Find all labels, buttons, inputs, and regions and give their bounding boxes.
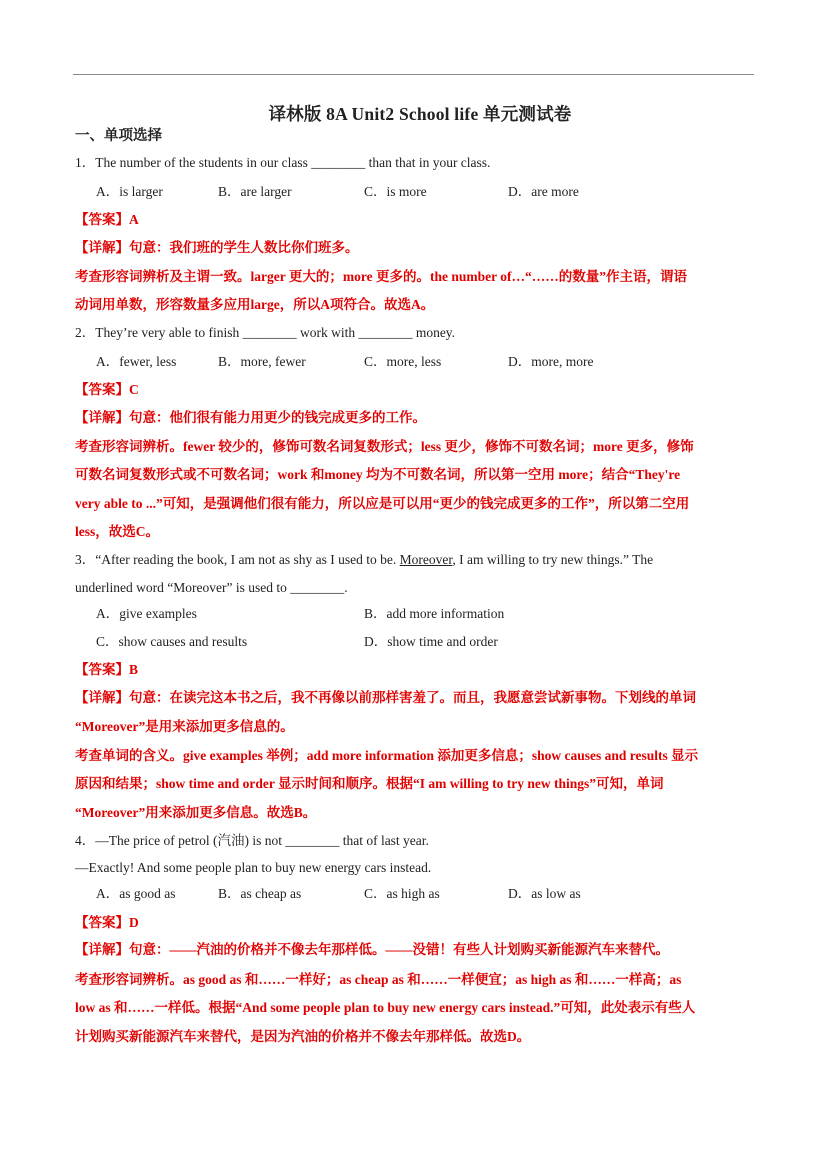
q4-detail-2: 考查形容词辨析。as good as 和……一样好；as cheap as 和……一样便宜；as high as 和……一样高；as: [75, 972, 682, 987]
q3-detail-2: “Moreover”是用来添加更多信息的。: [75, 719, 294, 734]
q2-detail-4: very able to ...”可知，是强调他们很有能力，所以应是可以用“更少的钱完成更多的工作”，所以第二空用: [75, 496, 690, 511]
q1-option-a: A．is larger: [96, 184, 163, 199]
q3-detail-5: “Moreover”用来添加更多信息。故选B。: [75, 805, 317, 820]
detail-label: 【详解】: [75, 942, 129, 957]
page-title: 译林版 8A Unit2 School life 单元测试卷: [268, 104, 572, 124]
detail-text: 句意：我们班的学生人数比你们班多。: [129, 240, 359, 255]
q4-option-a: A．as good as: [96, 886, 176, 901]
q2-detail-3: 可数名词复数形式或不可数名词；work 和money 均为不可数名词，所以第一空用 more；结合“They're: [75, 467, 681, 482]
answer-label: 【答案】: [75, 915, 129, 930]
stem-text: , I am willing to try new things.” The: [452, 552, 654, 567]
section-heading: 一、单项选择: [75, 128, 162, 144]
q3-option-b: B．add more information: [364, 606, 505, 621]
q2-detail-5: less，故选C。: [75, 524, 159, 539]
question-2-stem: 2．They’re very able to finish ________ work with ________ money.: [75, 325, 456, 340]
answer-label: 【答案】: [75, 382, 129, 397]
detail-label: 【详解】: [75, 240, 129, 255]
q4-option-b: B．as cheap as: [218, 886, 302, 901]
question-1-stem: 1．The number of the students in our class ________ than that in your class.: [75, 155, 491, 170]
q1-option-d: D．are more: [508, 184, 579, 199]
q3-detail-4: 原因和结果；show time and order 显示时间和顺序。根据“I am willing to try new things”可知，单词: [75, 776, 664, 791]
answer-value: C: [129, 382, 139, 397]
stem-text: 3．“After reading the book, I am not as shy as I used to be.: [75, 552, 400, 567]
detail-text: 句意：——汽油的价格并不像去年那样低。——没错！有些人计划购买新能源汽车来替代。: [129, 942, 669, 957]
q2-detail-2: 考查形容词辨析。fewer 较少的，修饰可数名词复数形式；less 更少，修饰不可数名词；more 更多，修饰: [75, 439, 694, 454]
detail-text: 句意：在读完这本书之后，我不再像以前那样害羞了。而且，我愿意尝试新事物。下划线的单词: [129, 690, 696, 705]
answer-value: D: [129, 915, 139, 930]
q2-option-b: B．more, fewer: [218, 354, 306, 369]
q4-option-d: D．as low as: [508, 886, 581, 901]
detail-text: 句意：他们很有能力用更少的钱完成更多的工作。: [129, 410, 426, 425]
answer-label: 【答案】: [75, 662, 129, 677]
q4-detail-1: [75, 940, 755, 960]
underlined-word: Moreover: [399, 552, 453, 567]
q1-detail-1: [75, 238, 755, 258]
answer-value: A: [129, 212, 139, 227]
q4-answer: [75, 913, 755, 933]
q3-option-d: D．show time and order: [364, 634, 498, 649]
question-3-stem-1: [75, 550, 755, 570]
q4-detail-4: 计划购买新能源汽车来替代，是因为汽油的价格并不像去年那样低。故选D。: [75, 1029, 531, 1044]
answer-label: 【答案】: [75, 212, 129, 227]
question-4-stem-2: —Exactly! And some people plan to buy new energy cars instead.: [75, 860, 432, 875]
q3-answer: [75, 660, 755, 680]
q3-option-c: C．show causes and results: [96, 634, 248, 649]
q3-detail-1: [75, 688, 755, 708]
answer-value: B: [129, 662, 139, 677]
q1-answer: [75, 210, 755, 230]
question-3-stem-2: underlined word “Moreover” is used to ________.: [75, 580, 348, 595]
q1-detail-2: 考查形容词辨析及主谓一致。larger 更大的；more 更多的。the number of…“……的数量”作主语，谓语: [75, 269, 687, 284]
q2-answer: [75, 380, 755, 400]
q1-option-c: C．is more: [364, 184, 427, 199]
q1-detail-3: 动词用单数，形容数量多应用large，所以A项符合。故选A。: [75, 297, 435, 312]
q2-option-d: D．more, more: [508, 354, 594, 369]
detail-label: 【详解】: [75, 410, 129, 425]
q4-detail-3: low as 和……一样低。根据“And some people plan to buy new energy cars instead.”可知，此处表示有些人: [75, 1000, 696, 1015]
q4-option-c: C．as high as: [364, 886, 440, 901]
q2-detail-1: [75, 408, 755, 428]
q2-option-c: C．more, less: [364, 354, 442, 369]
q3-option-a: A．give examples: [96, 606, 197, 621]
q2-option-a: A．fewer, less: [96, 354, 177, 369]
question-4-stem-1: 4．—The price of petrol (汽油) is not ________ that of last year.: [75, 833, 429, 848]
q3-detail-3: 考查单词的含义。give examples 举例；add more information 添加更多信息；show causes and results 显示: [75, 748, 699, 763]
detail-label: 【详解】: [75, 690, 129, 705]
q1-option-b: B．are larger: [218, 184, 292, 199]
header-rule: [73, 74, 754, 75]
